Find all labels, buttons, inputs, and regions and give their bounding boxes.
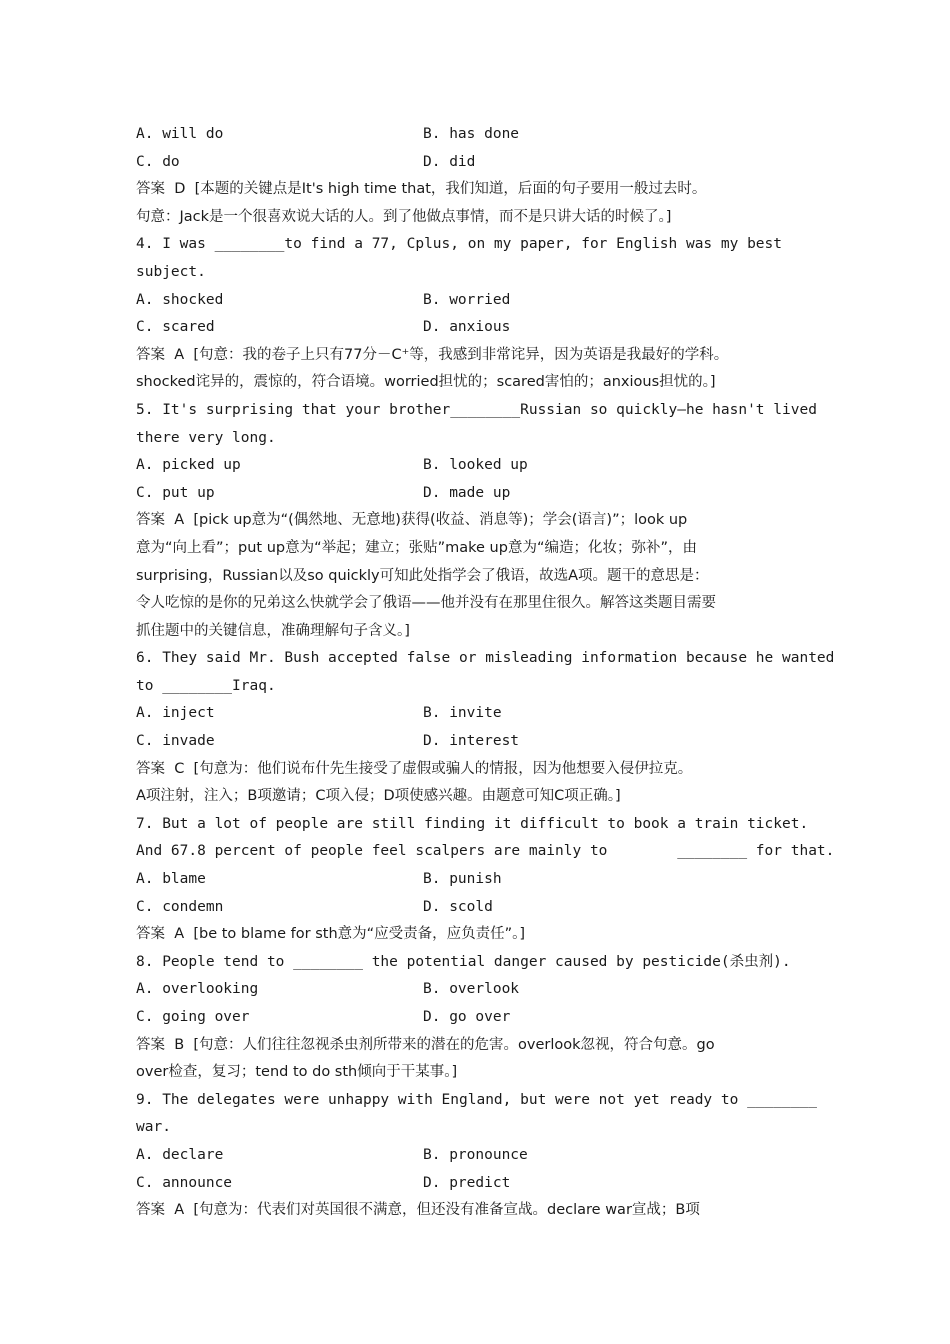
answer-line: 答案 A [pick up意为“(偶然地、无意地)获得(收益、消息等)；学会(语言)”；look up bbox=[136, 512, 688, 529]
options-row bbox=[136, 287, 816, 315]
question-stem: subject. bbox=[136, 263, 206, 280]
options-row bbox=[136, 700, 816, 728]
options-row bbox=[136, 452, 816, 480]
option-a: A. declare bbox=[136, 1146, 224, 1163]
options-row bbox=[136, 149, 816, 177]
question-stem: war. bbox=[136, 1119, 171, 1136]
option-c: C. do bbox=[136, 153, 180, 170]
question-stem: to ________Iraq. bbox=[136, 677, 276, 694]
options-row bbox=[136, 1142, 816, 1170]
question-stem: 6. They said Mr. Bush accepted false or misleading information because he wanted bbox=[136, 650, 835, 667]
option-b: B. punish bbox=[423, 871, 502, 888]
option-b: B. invite bbox=[423, 705, 502, 722]
option-b: B. overlook bbox=[423, 981, 520, 998]
options-row bbox=[136, 976, 816, 1004]
answer-line: 句意：Jack是一个很喜欢说大话的人。到了他做点事情，而不是只讲大话的时候了。] bbox=[136, 208, 672, 225]
option-b: B. pronounce bbox=[423, 1146, 528, 1163]
question-stem: 4. I was ________to find a 77, Cplus, on my paper, for English was my best bbox=[136, 236, 783, 253]
options-row bbox=[136, 1170, 816, 1198]
option-c: C. condemn bbox=[136, 898, 224, 915]
option-c: C. announce bbox=[136, 1174, 233, 1191]
answer-line: 令人吃惊的是你的兄弟这么快就学会了俄语——他并没有在那里住很久。解答这类题目需要 bbox=[136, 595, 716, 612]
option-d: D. scold bbox=[423, 898, 493, 915]
answer-line: 答案 B [句意：人们往往忽视杀虫剂所带来的潜在的危害。overlook忽视，符合句意。go bbox=[136, 1036, 715, 1053]
option-d: D. made up bbox=[423, 484, 511, 501]
question-3 bbox=[136, 121, 816, 231]
options-row bbox=[136, 480, 816, 508]
answer-line: surprising，Russian以及so quickly可知此处指学会了俄语，故选A项。题干的意思是： bbox=[136, 567, 709, 584]
option-b: B. looked up bbox=[423, 457, 528, 474]
answer-line: over检查，复习；tend to do sth倾向于干某事。] bbox=[136, 1064, 458, 1081]
answer-line: shocked诧异的，震惊的，符合语境。worried担忧的；scared害怕的；anxious担忧的。] bbox=[136, 374, 716, 391]
question-stem: 5. It's surprising that your brother________Russian so quickly—he hasn't lived bbox=[136, 401, 817, 418]
option-c: C. scared bbox=[136, 319, 215, 336]
exercise-content bbox=[136, 121, 835, 1225]
option-b: B. worried bbox=[423, 291, 511, 308]
question-stem: And 67.8 percent of people feel scalpers are mainly to ________ for that. bbox=[136, 843, 835, 860]
answer-line: A项注射，注入；B项邀请；C项入侵；D项使感兴趣。由题意可知C项正确。] bbox=[136, 788, 621, 805]
option-a: A. overlooking bbox=[136, 981, 259, 998]
question-stem: 7. But a lot of people are still finding it difficult to book a train ticket. bbox=[136, 815, 809, 832]
option-d: D. interest bbox=[423, 733, 520, 750]
option-c: C. invade bbox=[136, 733, 215, 750]
option-d: D. did bbox=[423, 153, 476, 170]
option-a: A. will do bbox=[136, 126, 224, 142]
answer-line: 答案 A [be to blame for sth意为“应受责备，应负责任”。] bbox=[136, 926, 526, 943]
question-stem: 9. The delegates were unhappy with England, but were not yet ready to ________ bbox=[136, 1091, 817, 1108]
answer-line: 答案 C [句意为：他们说布什先生接受了虚假或骗人的情报，因为他想要入侵伊拉克。 bbox=[136, 760, 693, 777]
question-8 bbox=[136, 949, 816, 1087]
answer-line: 意为“向上看”；put up意为“举起；建立；张贴”make up意为“编造；化妆；弥补”，由 bbox=[136, 539, 697, 556]
question-6 bbox=[136, 645, 835, 811]
question-stem: there very long. bbox=[136, 429, 276, 446]
options-row bbox=[136, 1004, 816, 1032]
options-row bbox=[136, 728, 816, 756]
option-d: D. go over bbox=[423, 1009, 511, 1025]
options-row bbox=[136, 121, 816, 149]
question-stem: 8. People tend to ________ the potential danger caused by pesticide(杀虫剂). bbox=[136, 953, 791, 970]
answer-line: 答案 A [句意：我的卷子上只有77分－C⁺等，我感到非常诧异，因为英语是我最好的学科。 bbox=[136, 346, 729, 363]
option-c: C. going over bbox=[136, 1009, 250, 1025]
options-row bbox=[136, 894, 816, 922]
option-a: A. inject bbox=[136, 705, 215, 722]
option-a: A. shocked bbox=[136, 291, 224, 308]
question-5 bbox=[136, 397, 816, 645]
option-a: A. picked up bbox=[136, 457, 241, 474]
answer-line: 答案 A [句意为：代表们对英国很不满意，但还没有准备宣战。declare war宣战；B项 bbox=[136, 1202, 700, 1219]
answer-line: 答案 D [本题的关键点是It's high time that，我们知道，后面的句子要用一般过去时。 bbox=[136, 181, 707, 198]
question-4 bbox=[136, 231, 816, 397]
answer-line: 抓住题中的关键信息，准确理解句子含义。] bbox=[136, 622, 410, 639]
question-7 bbox=[136, 811, 835, 949]
option-a: A. blame bbox=[136, 871, 206, 888]
question-9 bbox=[136, 1087, 816, 1225]
option-b: B. has done bbox=[423, 126, 520, 142]
option-d: D. anxious bbox=[423, 319, 511, 336]
option-c: C. put up bbox=[136, 484, 215, 501]
option-d: D. predict bbox=[423, 1174, 511, 1191]
options-row bbox=[136, 314, 816, 342]
options-row bbox=[136, 866, 816, 894]
